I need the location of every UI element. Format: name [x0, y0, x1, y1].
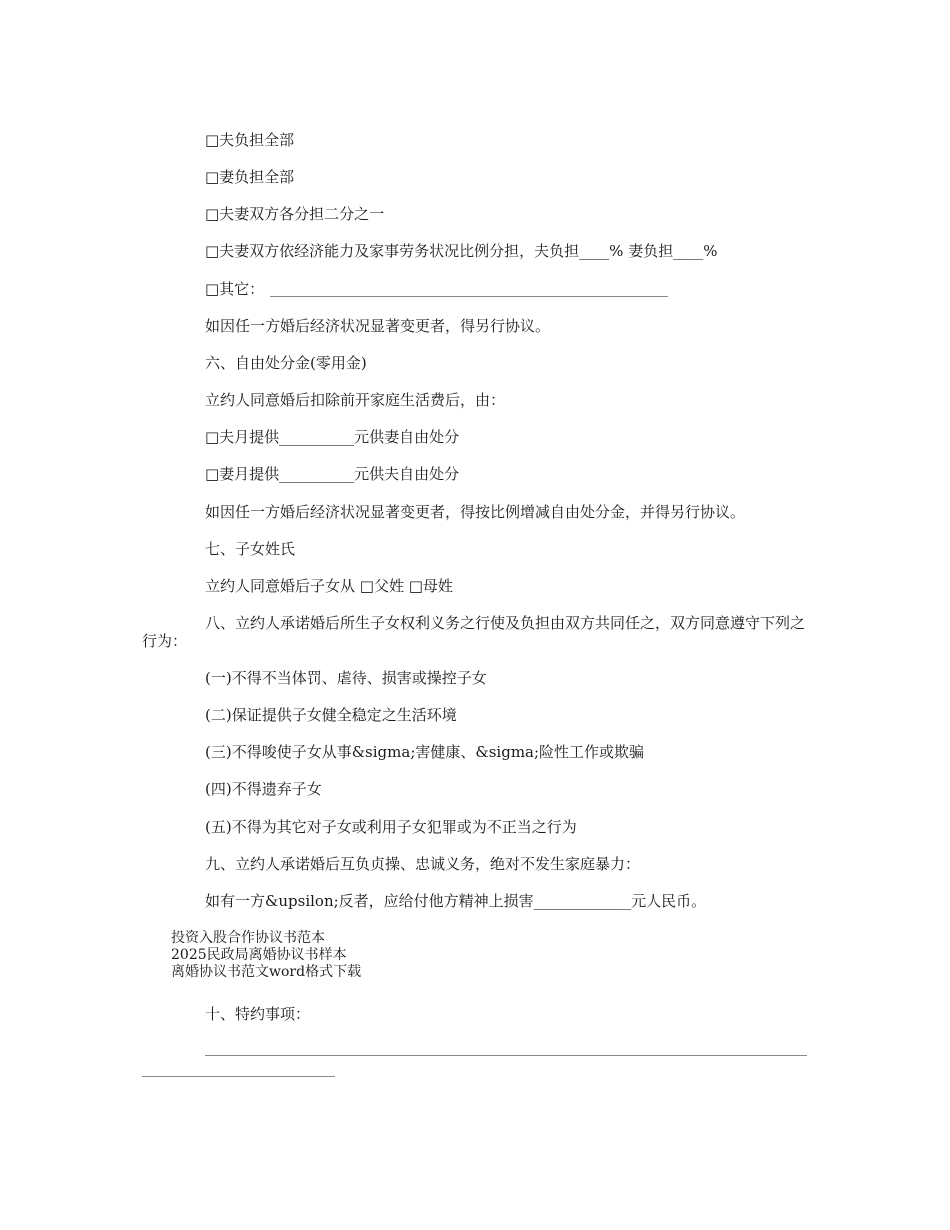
- clause-compensation: 如有一方&upsilon;反者，应给付他方精神上损害_____________元人民币。: [205, 892, 707, 910]
- clause-allowance-adjust: 如因任一方婚后经济状况显著变更者，得按比例增减自由处分金，并得另行协议。: [205, 503, 746, 521]
- rule-item-5: (五)不得为其它对子女或利用子女犯罪或为不正当之行为: [205, 818, 577, 836]
- section-heading-eight: 八、立约人承诺婚后所生子女权利义务之行使及负担由双方共同任之，双方同意遵守下列之行为：: [142, 614, 806, 650]
- rule-item-1: (一)不得不当体罚、虐待、损害或操控子女: [205, 669, 487, 687]
- clause-allowance-intro: 立约人同意婚后扣除前开家庭生活费后，由：: [205, 391, 506, 409]
- option-wife-monthly: □妻月提供__________元供夫自由处分: [205, 465, 460, 483]
- rule-item-3: (三)不得唆使子女从事&sigma;害健康、&sigma;险性工作或欺骗: [205, 743, 645, 761]
- option-split-half: □夫妻双方各分担二分之一: [205, 205, 385, 223]
- blank-line-special-1: [205, 1055, 807, 1056]
- section-heading-six: 六、自由处分金(零用金): [205, 354, 367, 372]
- option-other: □其它：: [205, 280, 265, 298]
- option-split-by-ratio: □夫妻双方依经济能力及家事劳务状况比例分担，夫负担____% 妻负担____%: [205, 242, 718, 260]
- related-link[interactable]: 2025民政局离婚协议书样本: [171, 947, 347, 963]
- section-heading-seven: 七、子女姓氏: [205, 540, 296, 558]
- clause-renegotiation: 如因任一方婚后经济状况显著变更者，得另行协议。: [205, 317, 551, 335]
- blank-line-other: [270, 296, 668, 297]
- related-link[interactable]: 离婚协议书范文word格式下载: [171, 964, 362, 980]
- option-husband-pays-all: □夫负担全部: [205, 131, 295, 149]
- section-heading-ten: 十、特约事项：: [205, 1005, 311, 1023]
- clause-child-surname: 立约人同意婚后子女从 □父姓 □母姓: [205, 577, 453, 595]
- related-link[interactable]: 投资入股合作协议书范本: [171, 930, 325, 946]
- section-heading-nine: 九、立约人承诺婚后互负贞操、忠诚义务，绝对不发生家庭暴力：: [205, 855, 641, 873]
- option-husband-monthly: □夫月提供__________元供妻自由处分: [205, 428, 460, 446]
- blank-line-special-2: [142, 1076, 335, 1077]
- option-wife-pays-all: □妻负担全部: [205, 168, 295, 186]
- rule-item-2: (二)保证提供子女健全稳定之生活环境: [205, 706, 457, 724]
- related-links: [171, 930, 361, 981]
- rule-item-4: (四)不得遗弃子女: [205, 780, 322, 798]
